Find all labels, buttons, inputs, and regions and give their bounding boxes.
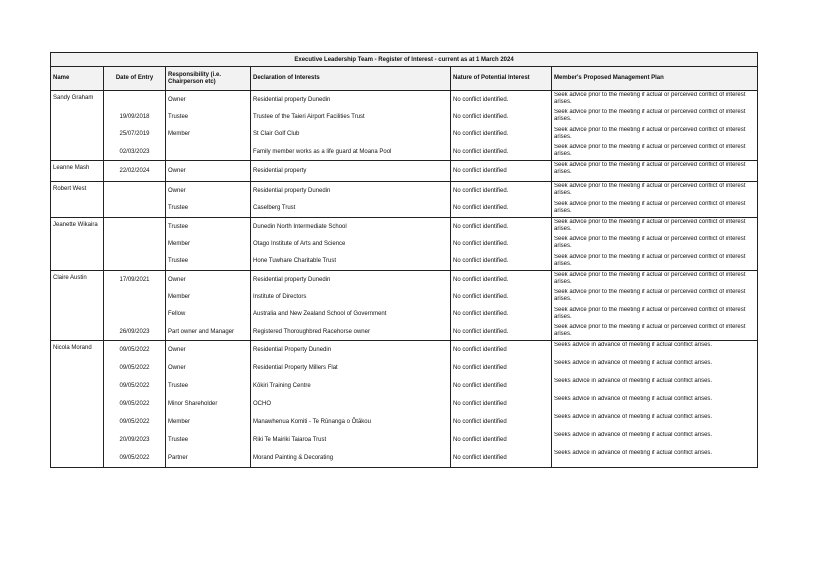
table-row <box>51 395 758 413</box>
responsibility-cell: Trustee <box>166 377 251 395</box>
management-plan-text: Seek advice prior to the meeting if actual or perceived conflict of interest arises. <box>554 162 746 176</box>
table-row <box>51 306 758 323</box>
title-row <box>51 53 758 67</box>
table-row <box>51 182 758 200</box>
table-row <box>51 323 758 341</box>
nature-of-interest-cell: No conflict identified. <box>451 306 552 323</box>
management-plan-cell <box>552 288 758 305</box>
declaration-cell: Residential property Dunedin <box>251 270 451 288</box>
header-declaration: Declaration of Interests <box>251 67 451 91</box>
header-row <box>51 67 758 91</box>
management-plan-cell <box>552 341 758 360</box>
declaration-cell: Caselberg Trust <box>251 200 451 218</box>
nature-of-interest-cell: No conflict identified <box>451 359 552 377</box>
management-plan-text: Seeks advice in advance of meeting if actual conflict arises. <box>554 414 713 421</box>
responsibility-cell: Owner <box>166 161 251 182</box>
date-of-entry-cell: 25/07/2019 <box>104 126 166 143</box>
responsibility-cell: Owner <box>166 341 251 360</box>
responsibility-cell: Owner <box>166 182 251 200</box>
header-date: Date of Entry <box>104 67 166 91</box>
header-name: Name <box>51 67 104 91</box>
management-plan-text: Seek advice prior to the meeting if actual or perceived conflict of interest arises. <box>554 236 746 250</box>
management-plan-text: Seek advice prior to the meeting if actual or perceived conflict of interest arises. <box>554 219 746 233</box>
declaration-cell: Otago Institute of Arts and Science <box>251 235 451 252</box>
responsibility-cell <box>166 143 251 161</box>
table-row <box>51 108 758 125</box>
declaration-cell: Residential property Dunedin <box>251 91 451 109</box>
management-plan-text: Seek advice prior to the meeting if actual or perceived conflict of interest arises. <box>554 109 746 123</box>
management-plan-cell <box>552 449 758 468</box>
management-plan-cell <box>552 200 758 218</box>
responsibility-cell: Member <box>166 126 251 143</box>
declaration-cell: Dunedin North Intermediate School <box>251 218 451 236</box>
management-plan-text: Seeks advice in advance of meeting if actual conflict arises. <box>554 396 713 403</box>
nature-of-interest-cell: No conflict identified. <box>451 253 552 271</box>
responsibility-cell: Trustee <box>166 108 251 125</box>
management-plan-text: Seek advice prior to the meeting if actual or perceived conflict of interest arises. <box>554 289 746 303</box>
management-plan-text: Seek advice prior to the meeting if actual or perceived conflict of interest arises. <box>554 253 746 267</box>
management-plan-cell <box>552 126 758 143</box>
table-row <box>51 341 758 360</box>
responsibility-cell: Part owner and Manager <box>166 323 251 341</box>
declaration-cell: St Clair Golf Club <box>251 126 451 143</box>
management-plan-text: Seek advice prior to the meeting if actual or perceived conflict of interest arises. <box>554 183 746 197</box>
responsibility-cell: Owner <box>166 270 251 288</box>
date-of-entry-cell: 09/05/2022 <box>104 377 166 395</box>
management-plan-cell <box>552 377 758 395</box>
declaration-cell: Riki Te Mairiki Taiaroa Trust <box>251 431 451 449</box>
date-of-entry-cell: 09/05/2022 <box>104 449 166 468</box>
member-name: Sandy Graham <box>51 91 104 161</box>
date-of-entry-cell: 26/09/2023 <box>104 323 166 341</box>
responsibility-cell: Trustee <box>166 253 251 271</box>
date-of-entry-cell: 22/02/2024 <box>104 161 166 182</box>
table-row <box>51 413 758 431</box>
declaration-cell: Hone Tuwhare Charitable Trust <box>251 253 451 271</box>
responsibility-cell: Member <box>166 288 251 305</box>
management-plan-cell <box>552 161 758 182</box>
date-of-entry-cell: 09/05/2022 <box>104 341 166 360</box>
responsibility-cell: Fellow <box>166 306 251 323</box>
nature-of-interest-cell: No conflict identified. <box>451 288 552 305</box>
nature-of-interest-cell: No conflict identified <box>451 413 552 431</box>
header-nature: Nature of Potential Interest <box>451 67 552 91</box>
header-responsibility: Responsibility (i.e. Chairperson etc) <box>166 67 251 91</box>
member-name: Jeanette Wikaira <box>51 218 104 271</box>
date-of-entry-cell: 20/09/2023 <box>104 431 166 449</box>
management-plan-cell <box>552 323 758 341</box>
responsibility-cell: Minor Shareholder <box>166 395 251 413</box>
date-of-entry-cell: 09/05/2022 <box>104 359 166 377</box>
management-plan-text: Seek advice prior to the meeting if actual or perceived conflict of interest arises. <box>554 200 746 214</box>
management-plan-cell <box>552 182 758 200</box>
responsibility-cell: Trustee <box>166 431 251 449</box>
member-name: Leanne Mash <box>51 161 104 182</box>
date-of-entry-cell <box>104 306 166 323</box>
management-plan-cell <box>552 91 758 109</box>
management-plan-text: Seeks advice in advance of meeting if actual conflict arises. <box>554 378 713 385</box>
responsibility-cell: Trustee <box>166 200 251 218</box>
nature-of-interest-cell: No conflict identified <box>451 395 552 413</box>
member-name: Robert West <box>51 182 104 218</box>
declaration-cell: Registered Thoroughbred Racehorse owner <box>251 323 451 341</box>
table-row <box>51 270 758 288</box>
date-of-entry-cell <box>104 200 166 218</box>
management-plan-text: Seeks advice in advance of meeting if actual conflict arises. <box>554 360 713 367</box>
management-plan-cell <box>552 270 758 288</box>
date-of-entry-cell <box>104 182 166 200</box>
management-plan-cell <box>552 218 758 236</box>
table-row <box>51 377 758 395</box>
date-of-entry-cell: 09/05/2022 <box>104 395 166 413</box>
table-row <box>51 161 758 182</box>
member-name: Nicola Morand <box>51 341 104 468</box>
management-plan-text: Seek advice prior to the meeting if actual or perceived conflict of interest arises. <box>554 306 746 320</box>
header-plan: Member's Proposed Management Plan <box>552 67 758 91</box>
nature-of-interest-cell: No conflict identified. <box>451 200 552 218</box>
date-of-entry-cell: 19/09/2018 <box>104 108 166 125</box>
nature-of-interest-cell: No conflict identified. <box>451 108 552 125</box>
management-plan-cell <box>552 431 758 449</box>
date-of-entry-cell <box>104 91 166 109</box>
date-of-entry-cell <box>104 218 166 236</box>
date-of-entry-cell: 17/09/2021 <box>104 270 166 288</box>
management-plan-cell <box>552 395 758 413</box>
table-row <box>51 218 758 236</box>
management-plan-text: Seeks advice in advance of meeting if actual conflict arises. <box>554 432 713 439</box>
nature-of-interest-cell: No conflict identified <box>451 449 552 468</box>
nature-of-interest-cell: No conflict identified <box>451 161 552 182</box>
nature-of-interest-cell: No conflict identified. <box>451 91 552 109</box>
nature-of-interest-cell: No conflict identified. <box>451 323 552 341</box>
declaration-cell: Family member works as a life guard at Moana Pool <box>251 143 451 161</box>
management-plan-cell <box>552 413 758 431</box>
management-plan-text: Seek advice prior to the meeting if actual or perceived conflict of interest arises. <box>554 126 746 140</box>
management-plan-text: Seek advice prior to the meeting if actual or perceived conflict of interest arises. <box>554 323 746 337</box>
date-of-entry-cell <box>104 235 166 252</box>
management-plan-cell <box>552 143 758 161</box>
management-plan-text: Seeks advice in advance of meeting if actual conflict arises. <box>554 450 713 457</box>
table-row <box>51 431 758 449</box>
responsibility-cell: Owner <box>166 359 251 377</box>
declaration-cell: Manawhenua Komiti - Te Rūnanga o Ōtākou <box>251 413 451 431</box>
management-plan-text: Seek advice prior to the meeting if actual or perceived conflict of interest arises. <box>554 143 746 157</box>
management-plan-cell <box>552 235 758 252</box>
table-row <box>51 143 758 161</box>
nature-of-interest-cell: No conflict identified. <box>451 126 552 143</box>
table-row <box>51 235 758 252</box>
declaration-cell: Morand Painting & Decorating <box>251 449 451 468</box>
nature-of-interest-cell: No conflict identified. <box>451 143 552 161</box>
declaration-cell: Australia and New Zealand School of Government <box>251 306 451 323</box>
nature-of-interest-cell: No conflict identified <box>451 377 552 395</box>
table-row <box>51 253 758 271</box>
table-row <box>51 359 758 377</box>
date-of-entry-cell: 02/03/2023 <box>104 143 166 161</box>
management-plan-cell <box>552 359 758 377</box>
management-plan-text: Seeks advice in advance of meeting if actual conflict arises. <box>554 342 713 349</box>
date-of-entry-cell <box>104 288 166 305</box>
table-row <box>51 449 758 468</box>
management-plan-text: Seek advice prior to the meeting if actual or perceived conflict of interest arises. <box>554 271 746 285</box>
member-name: Claire Austin <box>51 270 104 340</box>
responsibility-cell: Partner <box>166 449 251 468</box>
declaration-cell: Trustee of the Taieri Airport Facilities Trust <box>251 108 451 125</box>
declaration-cell: OCHO <box>251 395 451 413</box>
nature-of-interest-cell: No conflict identified. <box>451 218 552 236</box>
nature-of-interest-cell: No conflict identified. <box>451 270 552 288</box>
management-plan-cell <box>552 253 758 271</box>
nature-of-interest-cell: No conflict identified <box>451 431 552 449</box>
nature-of-interest-cell: No conflict identified. <box>451 235 552 252</box>
responsibility-cell: Member <box>166 413 251 431</box>
declaration-cell: Residential Property Millers Flat <box>251 359 451 377</box>
register-of-interest-table <box>50 52 758 468</box>
table-row <box>51 126 758 143</box>
table-row <box>51 91 758 109</box>
responsibility-cell: Member <box>166 235 251 252</box>
management-plan-cell <box>552 108 758 125</box>
declaration-cell: Residential Property Dunedin <box>251 341 451 360</box>
declaration-cell: Institute of Directors <box>251 288 451 305</box>
nature-of-interest-cell: No conflict identified <box>451 341 552 360</box>
declaration-cell: Kōkiri Training Centre <box>251 377 451 395</box>
table-row <box>51 200 758 218</box>
declaration-cell: Residential property <box>251 161 451 182</box>
responsibility-cell: Trustee <box>166 218 251 236</box>
management-plan-text: Seek advice prior to the meeting if actual or perceived conflict of interest arises. <box>554 92 746 105</box>
table-title: Executive Leadership Team - Register of Interest - current as at 1 March 2024 <box>51 53 758 67</box>
responsibility-cell: Owner <box>166 91 251 109</box>
management-plan-cell <box>552 306 758 323</box>
table-row <box>51 288 758 305</box>
nature-of-interest-cell: No conflict identified. <box>451 182 552 200</box>
date-of-entry-cell <box>104 253 166 271</box>
date-of-entry-cell: 09/05/2022 <box>104 413 166 431</box>
declaration-cell: Residential property Dunedin <box>251 182 451 200</box>
